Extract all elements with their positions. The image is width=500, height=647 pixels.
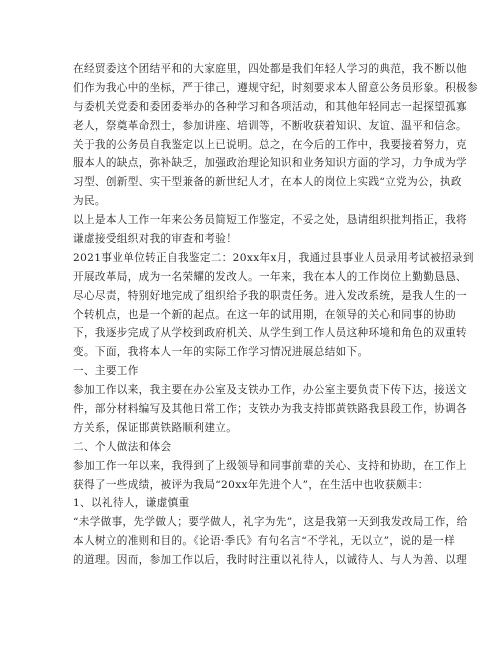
text-line: 变。下面，我将本人一年的实际工作学习情况进展总结如下。 xyxy=(73,346,369,359)
section-heading: 二、个人做法和体会 xyxy=(73,440,172,453)
text-line: 参加工作一年以来，我得到了上级领导和同事前辈的关心、支持和协助，在工作上 xyxy=(73,459,467,472)
text-line: 在经贸委这个团结平和的大家庭里，四处都是我们年轻人学习的典范，我不断以他 xyxy=(73,63,467,75)
section-heading: 一、主要工作 xyxy=(73,365,139,378)
text-line: 下，我逐步完成了从学校到政府机关、从学生到工作人员这种环境和角色的双重转 xyxy=(73,327,467,340)
text-line: 为民。 xyxy=(73,195,106,208)
text-line: “未学做事，先学做人；要学做人，礼字为先”，这是我第一天到我发改局工作，给 xyxy=(73,516,468,529)
text-line: 以上是本人工作一年来公务员简短工作鉴定，不妥之处，恳请组织批判指正，我将 xyxy=(73,214,467,227)
text-line: 服本人的缺点，弥补缺乏，加强政治理论知识和业务知识方面的学习，力争成为学 xyxy=(73,157,467,170)
text-line: 本人树立的准则和目的。《论语·季氏》有句名言“不学礼，无以立”，说的是一样 xyxy=(73,535,456,548)
text-line: 关于我的公务员自我鉴定以上已说明。总之，在今后的工作中，我要接着努力，克 xyxy=(73,138,467,151)
text-line: 们作为我心中的坐标，严于律己，遵规守纪，时刻要求本人留意公务员形象。积极参 xyxy=(73,81,478,94)
text-line: 尽心尽责，特别好地完成了组织给予我的职责任务。进入发改系统，是我人生的一 xyxy=(73,289,467,302)
text-line: 谦虚接受组织对我的审查和考验！ xyxy=(73,233,238,246)
text-line: 老人，祭奠革命烈士，参加讲座、培训等，不断收获着知识、友谊、温平和信念。 xyxy=(73,119,467,132)
subsection-heading: 1、以礼待人，谦虚慎重 xyxy=(73,497,190,510)
text-line: 获得了一些成绩，被评为我局“20xx年先进个人”，在生活中也收获颇丰： xyxy=(73,478,429,491)
text-line: 方关系，保证邯黄铁路顺利建立。 xyxy=(73,421,238,434)
text-line: 件，部分材料编写及其他日常工作；支铁办为我支持邯黄铁路我县段工作，协调各 xyxy=(73,403,467,416)
text-line: 2021事业单位转正自我鉴定二：20xx年x月，我通过县事业人员录用考试被招录到 xyxy=(73,251,474,264)
text-line: 参加工作以来，我主要在办公室及支铁办工作，办公室主要负责下传下达，接送文 xyxy=(73,384,467,397)
text-line: 的道理。因而，参加工作以后，我时时注重以礼待人，以诚待人、与人为善、以理 xyxy=(73,554,467,567)
text-line: 与委机关党委和委团委举办的各种学习和各项活动，和其他年轻同志一起探望孤寡 xyxy=(73,100,467,113)
text-line: 习型、创新型、实干型兼备的新世纪人才，在本人的岗位上实践“立党为公，执政 xyxy=(73,176,462,189)
text-line: 个转机点，也是一个新的起点。在这一年的试用期，在领导的关心和同事的协助 xyxy=(73,308,457,321)
text-line: 开展改革局，成为一名荣耀的发改人。一年来，我在本人的工作岗位上勤勤恳恳、 xyxy=(73,270,467,283)
